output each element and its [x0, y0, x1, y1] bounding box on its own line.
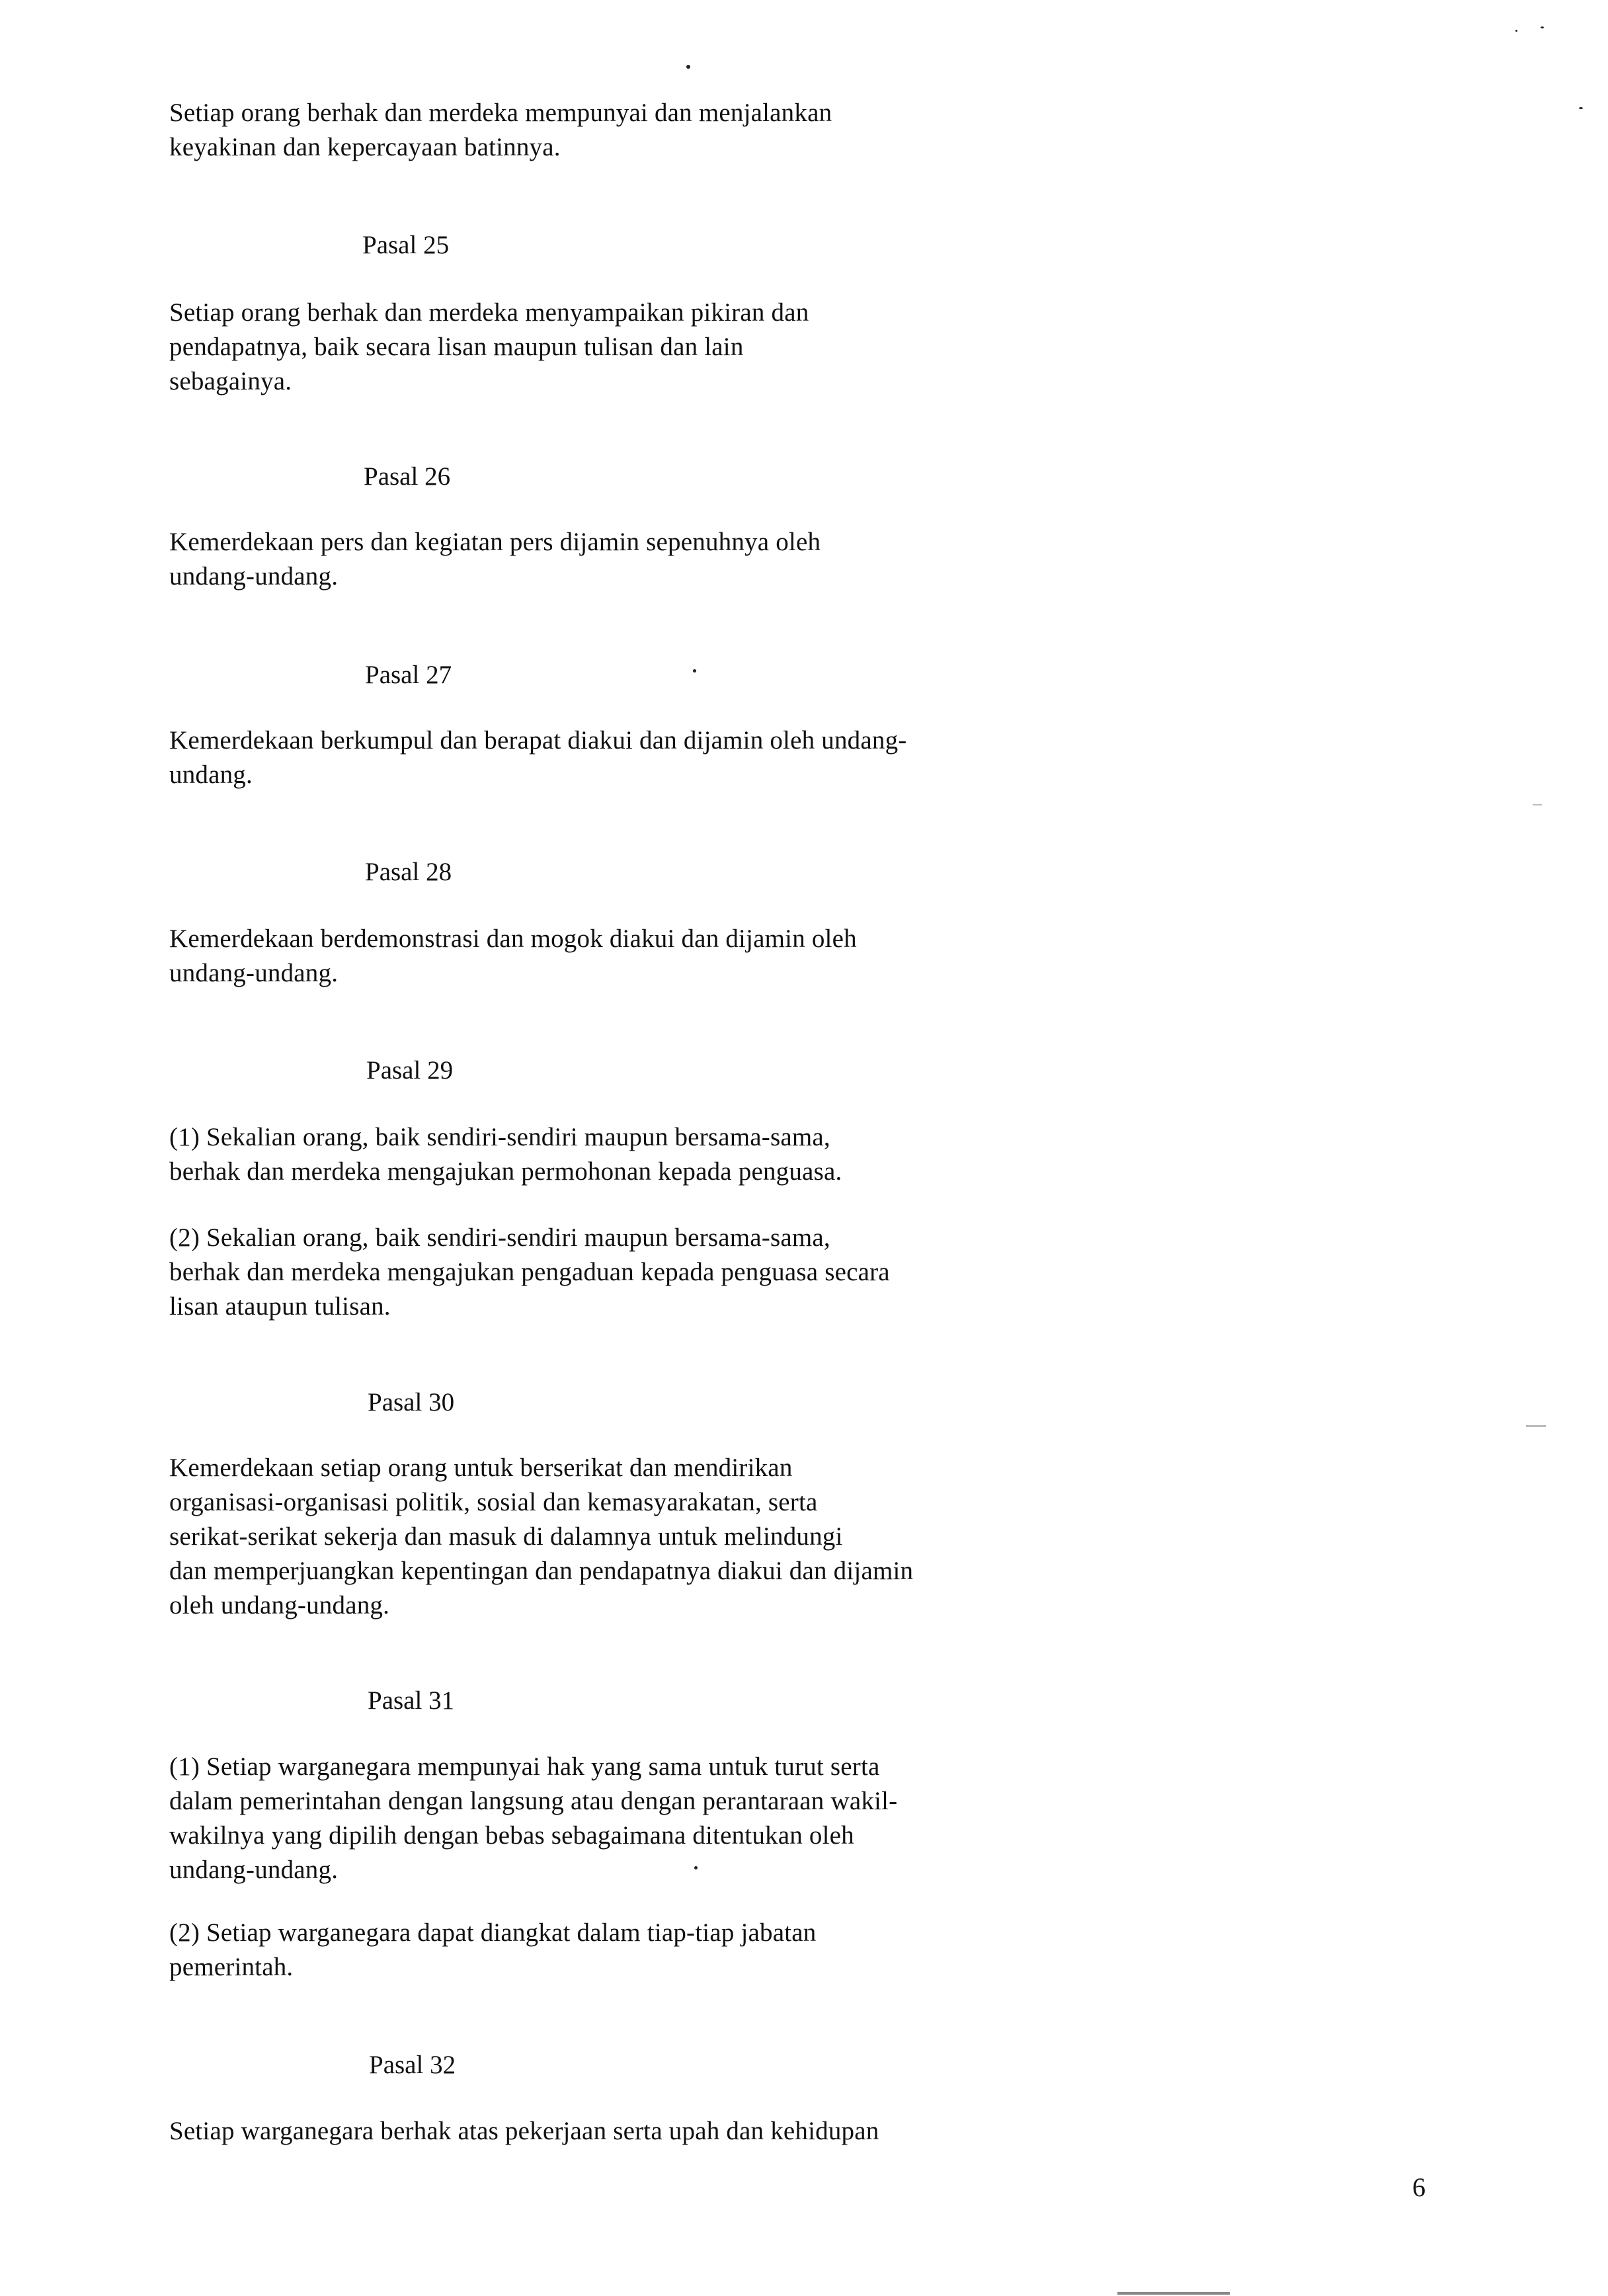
- text-line: Setiap warganegara berhak atas pekerjaan serta upah dan kehidupan: [169, 2117, 879, 2145]
- heading-pasal-25: Pasal 25: [362, 231, 450, 259]
- text-line: undang-undang.: [169, 959, 339, 987]
- text-line: undang-undang.: [169, 562, 339, 591]
- paragraph-intro: [169, 96, 832, 165]
- scan-mark: [1526, 1425, 1546, 1427]
- text-line: (1) Sekalian orang, baik sendiri-sendiri maupun bersama-sama,: [169, 1123, 830, 1151]
- text-line: pendapatnya, baik secara lisan maupun tulisan dan lain: [169, 333, 744, 361]
- text-line: Setiap orang berhak dan merdeka menyampaikan pikiran dan: [169, 298, 809, 327]
- paragraph-pasal-31-1: [169, 1750, 897, 1887]
- paragraph-pasal-30: [169, 1451, 913, 1623]
- text-line: dan memperjuangkan kepentingan dan pendapatnya diakui dan dijamin: [169, 1557, 914, 1585]
- scan-speck: [694, 1866, 698, 1869]
- scan-mark: [1117, 2292, 1230, 2295]
- text-line: berhak dan merdeka mengajukan permohonan kepada penguasa.: [169, 1157, 842, 1186]
- text-line: (2) Setiap warganegara dapat diangkat dalam tiap-tiap jabatan: [169, 1918, 817, 1947]
- heading-pasal-30: Pasal 30: [368, 1388, 455, 1416]
- text-line: sebagainya.: [169, 367, 292, 395]
- paragraph-pasal-32: [169, 2114, 879, 2149]
- text-line: wakilnya yang dipilih dengan bebas sebagaimana ditentukan oleh: [169, 1821, 854, 1850]
- scan-speck: [1515, 30, 1517, 32]
- text-line: pemerintah.: [169, 1953, 294, 1981]
- text-line: undang.: [169, 760, 253, 789]
- paragraph-pasal-25: [169, 296, 809, 399]
- text-line: lisan ataupun tulisan.: [169, 1292, 391, 1321]
- heading-pasal-32: Pasal 32: [369, 2051, 456, 2079]
- scan-mark: [1533, 804, 1542, 805]
- paragraph-pasal-27: [169, 723, 906, 792]
- scan-speck: [1579, 107, 1583, 109]
- paragraph-pasal-29-2: [169, 1221, 890, 1324]
- text-line: Kemerdekaan berdemonstrasi dan mogok diakui dan dijamin oleh: [169, 924, 857, 953]
- paragraph-pasal-26: [169, 525, 821, 594]
- text-line: organisasi-organisasi politik, sosial dan kemasyarakatan, serta: [169, 1488, 818, 1516]
- paragraph-pasal-31-2: [169, 1916, 816, 1985]
- text-line: oleh undang-undang.: [169, 1591, 390, 1620]
- text-line: berhak dan merdeka mengajukan pengaduan kepada penguasa secara: [169, 1258, 890, 1286]
- text-line: (2) Sekalian orang, baik sendiri-sendiri maupun bersama-sama,: [169, 1223, 830, 1252]
- scan-speck: [686, 65, 690, 69]
- scan-speck: [1541, 26, 1544, 28]
- text-line: Kemerdekaan berkumpul dan berapat diakui dan dijamin oleh undang-: [169, 726, 907, 755]
- scan-speck: [693, 669, 696, 673]
- text-line: (1) Setiap warganegara mempunyai hak yang sama untuk turut serta: [169, 1752, 880, 1781]
- page-number: 6: [1412, 2172, 1426, 2202]
- paragraph-pasal-28: [169, 922, 857, 991]
- text-line: undang-undang.: [169, 1856, 339, 1884]
- text-line: Kemerdekaan pers dan kegiatan pers dijamin sepenuhnya oleh: [169, 528, 821, 556]
- paragraph-pasal-29-1: [169, 1120, 842, 1189]
- heading-pasal-31: Pasal 31: [368, 1686, 455, 1715]
- text-line: Kemerdekaan setiap orang untuk berserikat dan mendirikan: [169, 1454, 793, 1482]
- text-line: serikat-serikat sekerja dan masuk di dalamnya untuk melindungi: [169, 1522, 843, 1551]
- heading-pasal-29: Pasal 29: [366, 1056, 454, 1085]
- heading-pasal-28: Pasal 28: [365, 858, 452, 886]
- text-line: keyakinan dan kepercayaan batinnya.: [169, 133, 561, 161]
- heading-pasal-27: Pasal 27: [365, 661, 452, 689]
- heading-pasal-26: Pasal 26: [364, 462, 451, 491]
- text-line: dalam pemerintahan dengan langsung atau dengan perantaraan wakil-: [169, 1787, 898, 1815]
- text-line: Setiap orang berhak dan merdeka mempunyai dan menjalankan: [169, 99, 832, 127]
